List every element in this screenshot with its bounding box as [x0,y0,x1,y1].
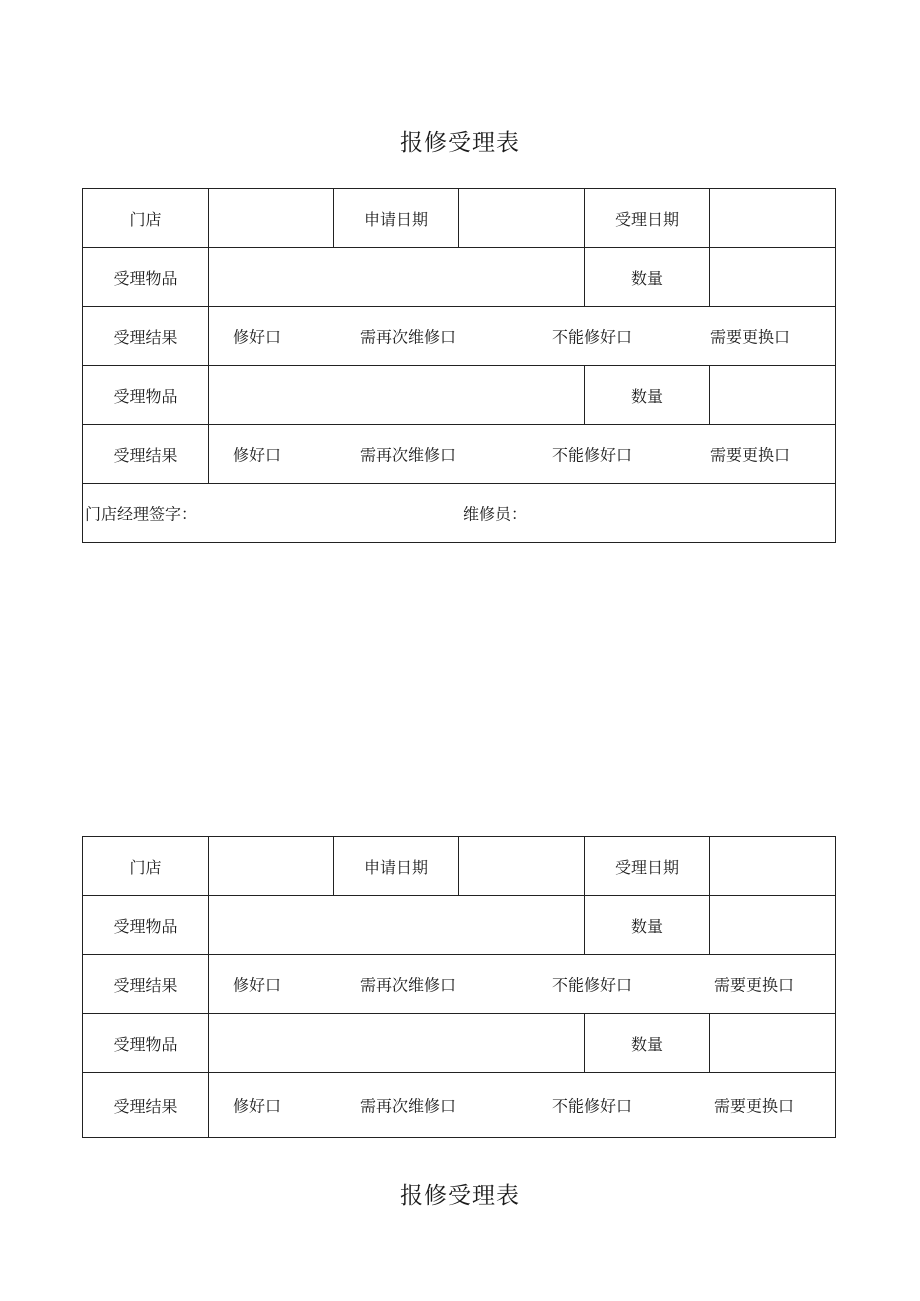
result-options [209,955,836,1014]
quantity-label: 数量 [585,248,710,307]
option-repaired[interactable]: 修好口 [233,445,282,465]
quantity-label: 数量 [585,896,710,955]
row-header [83,189,836,248]
manager-sign-label: 门店经理签字： [85,504,198,524]
result-label: 受理结果 [83,1073,209,1138]
signature-row [83,484,836,543]
option-need-repair-again[interactable]: 需再次维修口 [360,1096,457,1116]
accept-date-label: 受理日期 [585,837,710,896]
apply-date-field[interactable] [459,837,585,896]
quantity-field[interactable] [710,366,836,425]
form-title-bottom: 报修受理表 [400,1183,520,1209]
accept-date-field[interactable] [710,837,836,896]
option-need-repair-again[interactable]: 需再次维修口 [360,327,457,347]
store-label: 门店 [83,189,209,248]
repairer-label: 维修员： [463,504,528,524]
row-result-2 [83,1073,836,1138]
quantity-label: 数量 [585,366,710,425]
option-repaired[interactable]: 修好口 [233,1096,282,1116]
row-item-1 [83,896,836,955]
quantity-label: 数量 [585,1014,710,1073]
item-field[interactable] [209,1014,585,1073]
item-label: 受理物品 [83,896,209,955]
option-repaired[interactable]: 修好口 [233,975,282,995]
item-label: 受理物品 [83,1014,209,1073]
row-result-2 [83,425,836,484]
result-options [209,307,836,366]
result-options [209,1073,836,1138]
option-need-replace[interactable]: 需要更换口 [710,445,791,465]
row-header [83,837,836,896]
option-cannot-repair[interactable]: 不能修好口 [552,975,633,995]
option-need-replace[interactable]: 需要更换口 [710,327,791,347]
apply-date-label: 申请日期 [334,837,459,896]
option-repaired[interactable]: 修好口 [233,327,282,347]
item-field[interactable] [209,248,585,307]
row-item-2 [83,1014,836,1073]
item-field[interactable] [209,896,585,955]
store-field[interactable] [209,837,334,896]
result-label: 受理结果 [83,955,209,1014]
accept-date-label: 受理日期 [585,189,710,248]
option-need-replace[interactable]: 需要更换口 [714,1096,795,1116]
row-result-1 [83,955,836,1014]
option-need-repair-again[interactable]: 需再次维修口 [360,445,457,465]
accept-date-field[interactable] [710,189,836,248]
row-result-1 [83,307,836,366]
option-cannot-repair[interactable]: 不能修好口 [552,327,633,347]
item-label: 受理物品 [83,366,209,425]
option-need-replace[interactable]: 需要更换口 [714,975,795,995]
row-signature [83,484,836,543]
store-field[interactable] [209,189,334,248]
option-cannot-repair[interactable]: 不能修好口 [552,1096,633,1116]
apply-date-label: 申请日期 [334,189,459,248]
row-item-2 [83,366,836,425]
result-label: 受理结果 [83,425,209,484]
item-label: 受理物品 [83,248,209,307]
quantity-field[interactable] [710,896,836,955]
row-item-1 [83,248,836,307]
result-options [209,425,836,484]
apply-date-field[interactable] [459,189,585,248]
option-cannot-repair[interactable]: 不能修好口 [552,445,633,465]
quantity-field[interactable] [710,1014,836,1073]
result-label: 受理结果 [83,307,209,366]
repair-form-bottom [82,836,836,1138]
form-title-top: 报修受理表 [400,130,520,156]
quantity-field[interactable] [710,248,836,307]
option-need-repair-again[interactable]: 需再次维修口 [360,975,457,995]
repair-form-top [82,188,836,543]
store-label: 门店 [83,837,209,896]
item-field[interactable] [209,366,585,425]
